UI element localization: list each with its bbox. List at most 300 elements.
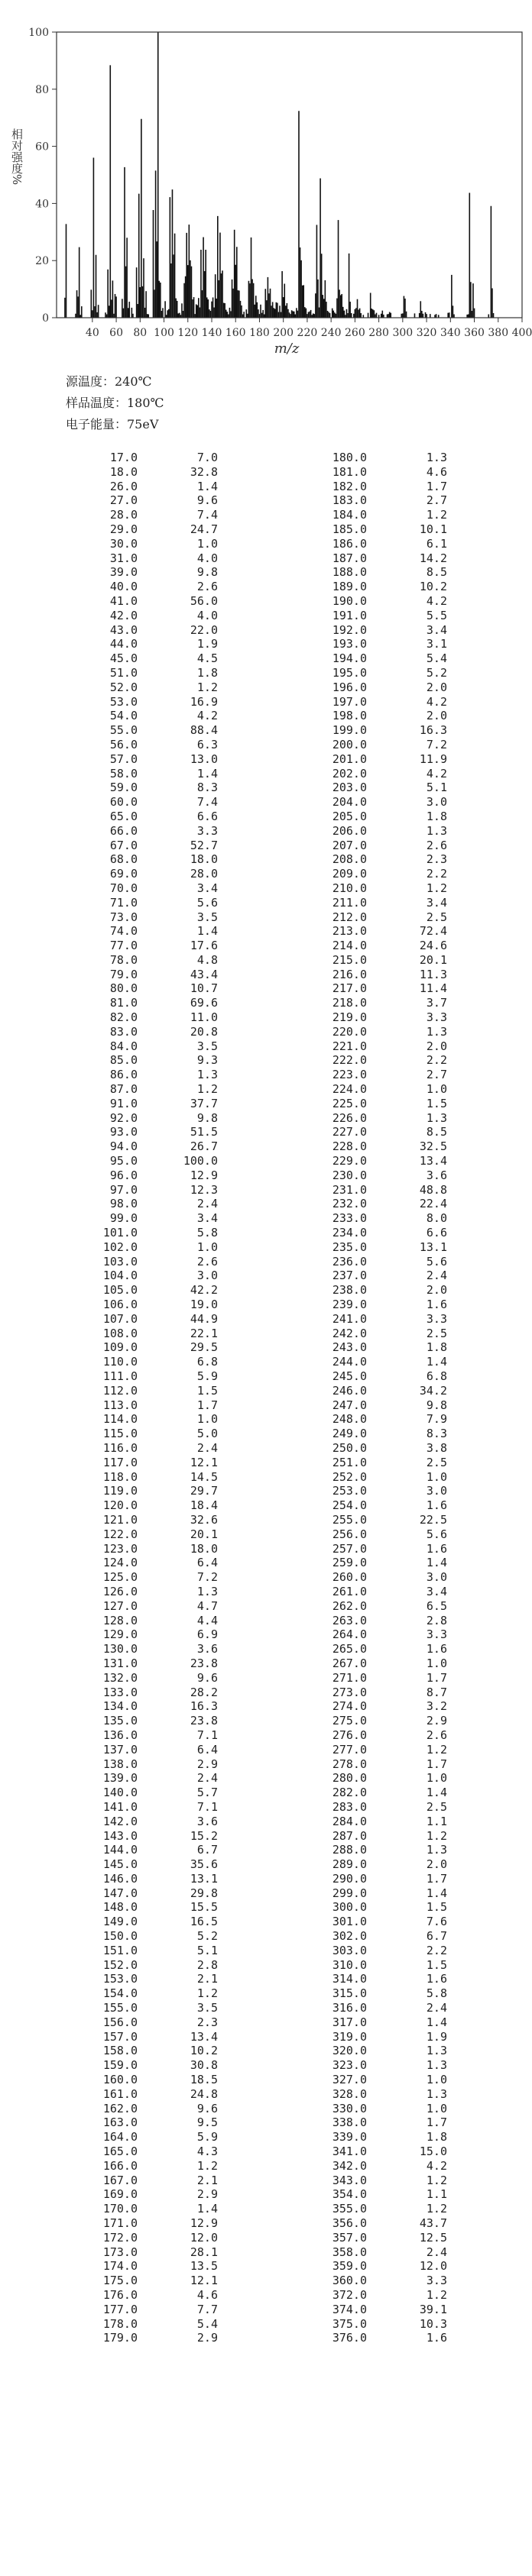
mz-value: 70.0 — [109, 881, 138, 895]
mz-value: 287.0 — [332, 1828, 367, 1843]
mz-value: 189.0 — [332, 580, 367, 594]
mz-value: 41.0 — [109, 593, 138, 608]
relative-intensity-value: 2.4 — [426, 1269, 447, 1283]
mz-value: 248.0 — [332, 1412, 367, 1427]
table-row — [321, 738, 451, 752]
x-tick-label: 220 — [297, 327, 318, 339]
relative-intensity-value: 6.4 — [196, 1742, 218, 1757]
mz-value: 69.0 — [109, 867, 138, 881]
mz-value: 154.0 — [102, 1986, 138, 2001]
table-row — [92, 1283, 222, 1298]
table-row — [92, 1513, 222, 1527]
x-tick-label: 40 — [85, 327, 99, 339]
mz-value: 213.0 — [332, 924, 367, 939]
mz-value: 282.0 — [332, 1786, 367, 1800]
x-tick-label: 60 — [109, 327, 123, 339]
table-row — [92, 881, 222, 896]
relative-intensity-value: 1.3 — [426, 2086, 447, 2101]
mz-value: 167.0 — [102, 2173, 138, 2187]
relative-intensity-value: 52.7 — [190, 838, 218, 852]
relative-intensity-value: 4.2 — [426, 766, 447, 781]
mz-value: 86.0 — [109, 1068, 138, 1082]
table-row — [321, 1728, 451, 1743]
relative-intensity-value: 2.9 — [426, 1714, 447, 1728]
mz-value: 164.0 — [102, 2130, 138, 2145]
table-row — [92, 695, 222, 709]
table-row — [92, 1183, 222, 1198]
relative-intensity-value: 18.0 — [190, 852, 218, 867]
relative-intensity-value: 5.6 — [426, 1254, 447, 1269]
mz-value: 160.0 — [102, 2073, 138, 2087]
table-row — [92, 1656, 222, 1671]
mz-value: 339.0 — [332, 2130, 367, 2145]
table-row — [321, 1025, 451, 1039]
mz-value: 274.0 — [332, 1699, 367, 1714]
mz-value: 115.0 — [102, 1427, 138, 1441]
table-row — [321, 1815, 451, 1829]
relative-intensity-value: 9.8 — [196, 565, 218, 580]
relative-intensity-value: 22.0 — [190, 622, 218, 637]
relative-intensity-value: 18.5 — [190, 2073, 218, 2087]
relative-intensity-value: 5.6 — [196, 895, 218, 910]
table-row — [321, 594, 451, 609]
mz-value: 251.0 — [332, 1455, 367, 1469]
mz-value: 319.0 — [332, 2029, 367, 2044]
mz-value: 358.0 — [332, 2245, 367, 2259]
relative-intensity-value: 4.8 — [196, 952, 218, 967]
mz-value: 45.0 — [109, 651, 138, 666]
mz-value: 40.0 — [109, 580, 138, 594]
relative-intensity-value: 7.6 — [426, 1915, 447, 1929]
relative-intensity-value: 16.3 — [190, 1699, 218, 1714]
relative-intensity-value: 1.3 — [426, 1110, 447, 1125]
relative-intensity-value: 37.7 — [190, 1096, 218, 1110]
relative-intensity-value: 100.0 — [183, 1154, 218, 1168]
relative-intensity-value: 2.4 — [196, 1197, 218, 1211]
mz-value: 357.0 — [332, 2230, 367, 2245]
relative-intensity-value: 3.6 — [196, 1814, 218, 1828]
mz-value: 153.0 — [102, 1972, 138, 1986]
relative-intensity-value: 2.0 — [426, 1283, 447, 1298]
relative-intensity-value: 28.1 — [190, 2245, 218, 2259]
table-row — [321, 1771, 451, 1786]
mz-value: 209.0 — [332, 867, 367, 881]
table-row — [92, 2231, 222, 2245]
mz-value: 250.0 — [332, 1440, 367, 1455]
table-row — [321, 924, 451, 939]
table-row — [321, 1456, 451, 1470]
relative-intensity-value: 1.4 — [426, 1355, 447, 1369]
table-row — [321, 752, 451, 767]
relative-intensity-value: 1.3 — [426, 2058, 447, 2073]
relative-intensity-value: 5.1 — [426, 781, 447, 795]
table-row — [321, 1527, 451, 1542]
mz-value: 156.0 — [102, 2015, 138, 2029]
mz-value: 53.0 — [109, 694, 138, 709]
table-row — [321, 910, 451, 925]
table-row — [321, 1627, 451, 1642]
mz-value: 108.0 — [102, 1326, 138, 1340]
relative-intensity-value: 9.6 — [196, 493, 218, 508]
mz-value: 219.0 — [332, 1010, 367, 1025]
table-row — [92, 1226, 222, 1240]
table-row — [321, 2030, 451, 2044]
table-row — [321, 1068, 451, 1082]
relative-intensity-value: 1.2 — [426, 2202, 447, 2216]
table-row — [92, 565, 222, 580]
table-row — [321, 1283, 451, 1298]
table-row — [92, 1900, 222, 1915]
relative-intensity-value: 2.0 — [426, 709, 447, 723]
table-row — [92, 1699, 222, 1714]
x-tick-label: 320 — [416, 327, 437, 339]
mz-value: 204.0 — [332, 795, 367, 810]
relative-intensity-value: 11.0 — [190, 1010, 218, 1025]
mz-value: 212.0 — [332, 910, 367, 924]
table-row — [321, 852, 451, 867]
mz-value: 125.0 — [102, 1570, 138, 1585]
table-row — [321, 896, 451, 910]
mz-value: 67.0 — [109, 838, 138, 852]
relative-intensity-value: 5.8 — [196, 1226, 218, 1240]
table-row — [92, 666, 222, 680]
mz-value: 165.0 — [102, 2145, 138, 2159]
mz-value: 169.0 — [102, 2187, 138, 2202]
table-row — [321, 580, 451, 594]
table-row — [92, 1556, 222, 1570]
table-row — [92, 1771, 222, 1786]
relative-intensity-value: 1.0 — [426, 1082, 447, 1097]
mz-value: 179.0 — [102, 2331, 138, 2345]
mz-value: 315.0 — [332, 1986, 367, 2001]
relative-intensity-value: 43.4 — [190, 967, 218, 981]
mz-value: 208.0 — [332, 852, 367, 867]
relative-intensity-value: 17.6 — [190, 939, 218, 953]
mz-value: 183.0 — [332, 493, 367, 508]
relative-intensity-value: 4.6 — [426, 464, 447, 479]
table-row — [92, 996, 222, 1010]
relative-intensity-value: 56.0 — [190, 593, 218, 608]
table-row — [321, 781, 451, 795]
table-row — [92, 623, 222, 638]
relative-intensity-value: 1.1 — [426, 1814, 447, 1828]
relative-intensity-value: 13.5 — [190, 2259, 218, 2274]
table-row — [321, 2288, 451, 2303]
relative-intensity-value: 5.0 — [196, 1427, 218, 1441]
mz-value: 238.0 — [332, 1283, 367, 1298]
mz-value: 144.0 — [102, 1843, 138, 1857]
table-row — [321, 810, 451, 824]
mz-value: 150.0 — [102, 1929, 138, 1944]
mz-value: 39.0 — [109, 565, 138, 580]
mz-value: 227.0 — [332, 1125, 367, 1139]
mz-value: 130.0 — [102, 1642, 138, 1656]
relative-intensity-value: 1.7 — [426, 479, 447, 493]
mz-value: 79.0 — [109, 967, 138, 981]
mz-value: 134.0 — [102, 1699, 138, 1714]
mz-value: 26.0 — [109, 479, 138, 493]
table-row — [92, 781, 222, 795]
mz-value: 320.0 — [332, 2044, 367, 2058]
table-row — [321, 881, 451, 896]
sample-temperature: 样品温度：180℃ — [66, 396, 164, 410]
relative-intensity-value: 1.1 — [426, 2187, 447, 2202]
mz-value: 247.0 — [332, 1398, 367, 1412]
mz-value: 316.0 — [332, 2001, 367, 2015]
table-row — [92, 1642, 222, 1656]
table-row — [321, 1269, 451, 1283]
relative-intensity-value: 12.0 — [190, 2230, 218, 2245]
relative-intensity-value: 1.4 — [426, 2015, 447, 2029]
relative-intensity-value: 6.3 — [196, 737, 218, 751]
table-row — [321, 1240, 451, 1255]
mz-value: 59.0 — [109, 781, 138, 795]
mz-value: 259.0 — [332, 1556, 367, 1570]
relative-intensity-value: 3.4 — [426, 895, 447, 910]
table-row — [321, 2331, 451, 2345]
mz-value: 170.0 — [102, 2202, 138, 2216]
table-row — [92, 651, 222, 666]
table-row — [92, 1312, 222, 1327]
table-row — [92, 1068, 222, 1082]
table-row — [92, 451, 222, 465]
relative-intensity-value: 3.4 — [196, 1211, 218, 1226]
table-row — [92, 1857, 222, 1872]
relative-intensity-value: 6.8 — [196, 1355, 218, 1369]
mz-value: 161.0 — [102, 2086, 138, 2101]
table-row — [92, 2331, 222, 2345]
relative-intensity-value: 13.1 — [419, 1240, 447, 1254]
relative-intensity-value: 4.4 — [196, 1613, 218, 1627]
mz-value: 217.0 — [332, 981, 367, 996]
mz-value: 276.0 — [332, 1728, 367, 1742]
relative-intensity-value: 2.0 — [426, 1857, 447, 1872]
relative-intensity-value: 9.6 — [196, 1670, 218, 1685]
relative-intensity-value: 3.4 — [426, 1584, 447, 1598]
relative-intensity-value: 2.0 — [426, 680, 447, 694]
mz-value: 277.0 — [332, 1742, 367, 1757]
relative-intensity-value: 3.3 — [426, 2274, 447, 2288]
relative-intensity-value: 1.3 — [426, 1024, 447, 1039]
table-row — [321, 1829, 451, 1844]
table-row — [92, 1944, 222, 1958]
mz-value: 222.0 — [332, 1053, 367, 1068]
table-row — [321, 1972, 451, 1986]
relative-intensity-value: 12.0 — [419, 2259, 447, 2274]
relative-intensity-value: 2.6 — [196, 580, 218, 594]
relative-intensity-value: 4.2 — [196, 709, 218, 723]
mz-value: 55.0 — [109, 723, 138, 738]
mz-value: 354.0 — [332, 2187, 367, 2202]
table-row — [321, 2303, 451, 2317]
mz-value: 105.0 — [102, 1283, 138, 1298]
table-row — [321, 1327, 451, 1341]
table-row — [321, 968, 451, 982]
relative-intensity-value: 15.2 — [190, 1828, 218, 1843]
table-row — [92, 580, 222, 594]
mz-value: 245.0 — [332, 1369, 367, 1383]
mz-value: 262.0 — [332, 1598, 367, 1613]
relative-intensity-value: 2.3 — [426, 852, 447, 867]
table-row — [321, 493, 451, 508]
table-row — [92, 1240, 222, 1255]
table-row — [92, 1484, 222, 1498]
mz-value: 290.0 — [332, 1871, 367, 1886]
table-row — [321, 1355, 451, 1369]
mz-value: 103.0 — [102, 1254, 138, 1269]
mz-value: 194.0 — [332, 651, 367, 666]
mz-value: 117.0 — [102, 1455, 138, 1469]
table-row — [321, 1944, 451, 1958]
mz-value: 257.0 — [332, 1541, 367, 1556]
relative-intensity-value: 1.0 — [426, 1656, 447, 1670]
table-row — [92, 1412, 222, 1427]
relative-intensity-value: 3.7 — [426, 996, 447, 1010]
mz-value: 85.0 — [109, 1053, 138, 1068]
relative-intensity-value: 1.4 — [196, 2202, 218, 2216]
mz-value: 104.0 — [102, 1269, 138, 1283]
relative-intensity-value: 5.8 — [426, 1986, 447, 2001]
table-row — [321, 666, 451, 680]
table-row — [321, 795, 451, 810]
table-row — [321, 1686, 451, 1700]
table-row — [321, 2259, 451, 2274]
relative-intensity-value: 69.6 — [190, 996, 218, 1010]
mz-value: 275.0 — [332, 1714, 367, 1728]
relative-intensity-value: 9.5 — [196, 2115, 218, 2130]
mz-value: 225.0 — [332, 1096, 367, 1110]
mz-value: 203.0 — [332, 781, 367, 795]
table-row — [321, 709, 451, 723]
table-row — [321, 1699, 451, 1714]
relative-intensity-value: 13.1 — [190, 1871, 218, 1886]
table-row — [321, 1958, 451, 1973]
x-tick-label: 80 — [133, 327, 148, 339]
table-row — [321, 2001, 451, 2015]
table-row — [321, 695, 451, 709]
x-tick-label: 340 — [440, 327, 461, 339]
mz-value: 249.0 — [332, 1427, 367, 1441]
mz-value: 239.0 — [332, 1298, 367, 1312]
y-tick-label: 80 — [35, 83, 49, 96]
mz-value: 200.0 — [332, 737, 367, 751]
mz-value: 175.0 — [102, 2274, 138, 2288]
table-row — [92, 896, 222, 910]
table-row — [92, 1441, 222, 1456]
mz-value: 195.0 — [332, 665, 367, 680]
table-row — [92, 1542, 222, 1556]
table-row — [92, 810, 222, 824]
relative-intensity-value: 35.6 — [190, 1857, 218, 1872]
table-row — [321, 680, 451, 695]
table-row — [92, 839, 222, 853]
table-row — [92, 1627, 222, 1642]
mz-value: 155.0 — [102, 2001, 138, 2015]
table-row — [92, 1327, 222, 1341]
relative-intensity-value: 1.9 — [196, 637, 218, 651]
mz-value: 141.0 — [102, 1799, 138, 1814]
relative-intensity-value: 15.5 — [190, 1900, 218, 1915]
table-row — [92, 2102, 222, 2116]
relative-intensity-value: 2.7 — [426, 1068, 447, 1082]
table-row — [92, 1714, 222, 1728]
relative-intensity-value: 1.9 — [426, 2029, 447, 2044]
table-row — [321, 651, 451, 666]
relative-intensity-value: 1.2 — [196, 1986, 218, 2001]
table-row — [92, 1786, 222, 1800]
mz-value: 176.0 — [102, 2288, 138, 2302]
relative-intensity-value: 7.2 — [196, 1570, 218, 1585]
mz-value: 137.0 — [102, 1742, 138, 1757]
relative-intensity-value: 5.4 — [426, 651, 447, 666]
relative-intensity-value: 2.6 — [426, 838, 447, 852]
relative-intensity-value: 24.8 — [190, 2086, 218, 2101]
table-row — [321, 1599, 451, 1614]
table-row — [92, 2044, 222, 2058]
table-row — [321, 1556, 451, 1570]
relative-intensity-value: 2.5 — [426, 910, 447, 924]
table-row — [92, 1039, 222, 1054]
relative-intensity-value: 1.0 — [196, 1412, 218, 1427]
relative-intensity-value: 3.5 — [196, 2001, 218, 2015]
table-row — [92, 2274, 222, 2288]
relative-intensity-value: 13.0 — [190, 751, 218, 766]
mz-value: 71.0 — [109, 895, 138, 910]
relative-intensity-value: 2.8 — [426, 1613, 447, 1627]
mz-value: 138.0 — [102, 1757, 138, 1771]
table-row — [321, 2216, 451, 2231]
relative-intensity-value: 1.6 — [426, 2331, 447, 2345]
table-row — [92, 1585, 222, 1599]
mz-value: 28.0 — [109, 508, 138, 522]
table-row — [92, 1986, 222, 2001]
relative-intensity-value: 2.2 — [426, 1053, 447, 1068]
relative-intensity-value: 3.3 — [196, 823, 218, 838]
mz-value: 132.0 — [102, 1670, 138, 1685]
mz-value: 230.0 — [332, 1168, 367, 1182]
relative-intensity-value: 2.4 — [196, 1440, 218, 1455]
mz-value: 273.0 — [332, 1685, 367, 1699]
relative-intensity-value: 7.9 — [426, 1412, 447, 1427]
relative-intensity-value: 1.8 — [426, 809, 447, 823]
mz-value: 56.0 — [109, 737, 138, 751]
mz-value: 74.0 — [109, 924, 138, 939]
y-tick-label: 20 — [35, 255, 49, 268]
relative-intensity-value: 7.2 — [426, 737, 447, 751]
table-row — [321, 2317, 451, 2332]
relative-intensity-value: 10.2 — [419, 580, 447, 594]
relative-intensity-value: 12.1 — [190, 2274, 218, 2288]
mz-value: 157.0 — [102, 2029, 138, 2044]
relative-intensity-value: 6.8 — [426, 1369, 447, 1383]
table-row — [92, 1872, 222, 1886]
relative-intensity-value: 29.8 — [190, 1886, 218, 1900]
mz-value: 136.0 — [102, 1728, 138, 1742]
mz-value: 267.0 — [332, 1656, 367, 1670]
mz-value: 343.0 — [332, 2173, 367, 2187]
table-row — [321, 1743, 451, 1757]
mz-value: 205.0 — [332, 809, 367, 823]
table-row — [321, 1656, 451, 1671]
table-row — [321, 1886, 451, 1901]
table-row — [92, 1398, 222, 1413]
relative-intensity-value: 3.6 — [196, 1642, 218, 1656]
table-row — [321, 565, 451, 580]
mz-value: 224.0 — [332, 1082, 367, 1097]
table-row — [92, 1369, 222, 1384]
table-row — [321, 1570, 451, 1585]
relative-intensity-value: 1.4 — [426, 1556, 447, 1570]
